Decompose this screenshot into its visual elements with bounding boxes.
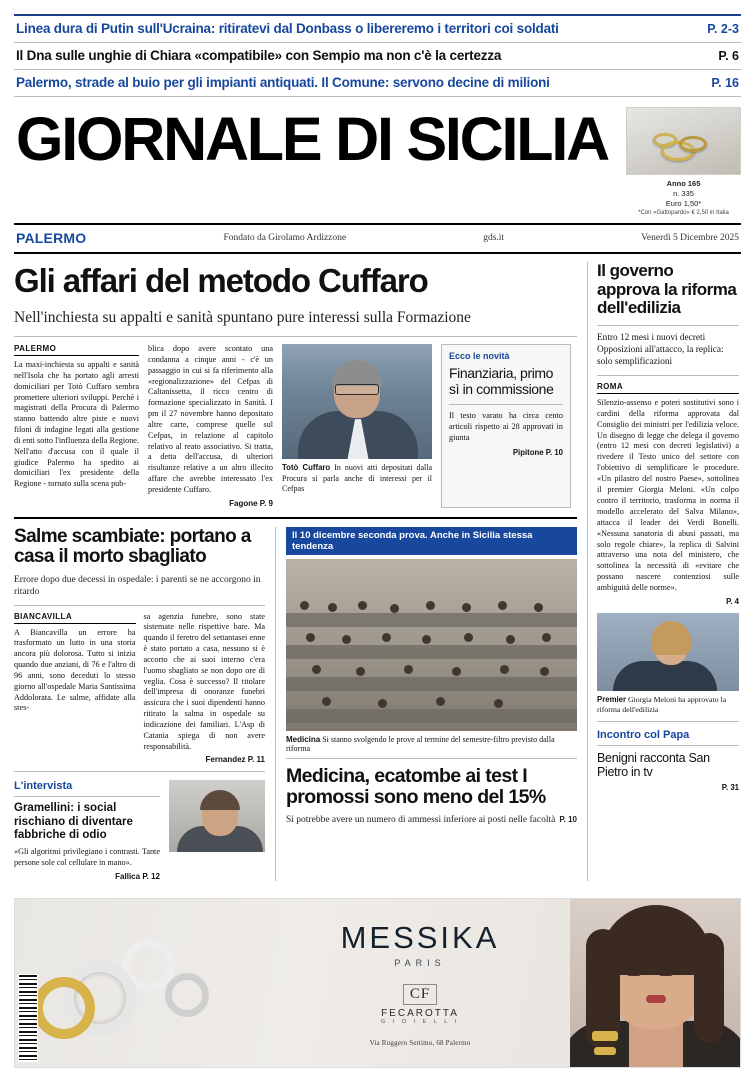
- teaser-item[interactable]: [14, 14, 741, 43]
- novita-byline-name: Pipitone: [512, 448, 544, 458]
- salme-divider: [14, 771, 265, 772]
- governo-page: P. 4: [726, 597, 739, 607]
- medicina-caption-lead: Medicina: [286, 734, 321, 744]
- rings-photo: [626, 107, 741, 175]
- teaser-item[interactable]: [14, 43, 741, 70]
- salme-byline: [144, 755, 266, 764]
- ad-brand-sub: PARIS: [394, 957, 446, 968]
- salme-title: Salme scambiate: portano a casa il morto sbagliato: [14, 525, 251, 567]
- lead-photo-caption: [282, 463, 432, 494]
- ad-jeweler-monogram: CF: [403, 984, 437, 1005]
- section-divider: [14, 517, 577, 519]
- page-title[interactable]: Gli affari del metodo Cuffaro: [14, 262, 428, 300]
- papa-title[interactable]: Benigni racconta San Pietro in tv: [597, 751, 710, 780]
- teaser-strip: [14, 0, 741, 97]
- medicina-title: Medicina, ecatombe ai test I promossi sono meno del 15%: [286, 764, 546, 809]
- meloni-caption-text: Giorgia Meloni ha approvato la riforma dell'edilizia: [597, 695, 727, 715]
- ad-rings-photo: [15, 899, 270, 1067]
- lead-column-2: [148, 344, 273, 508]
- dateline: PALERMO: [14, 344, 139, 356]
- exam-hall-photo: [286, 559, 577, 731]
- lead-body-2: blica dopo avere scontato una condanna a cinque anni - c'è un passaggio in cui si fa riferimento alla «regionalizzazione» del Cefpas di Caltanissetta, il ricco centro di formazione specializzato in Sanità. I pm il 27 novembre hanno depositato altre carte, comprese quelle sul Cefpas, in relazione al capitolo relativo al reato associativo. Si tratta, a detta dell'accusa, di ulteriori risultanze relative a un altro illecito affare che avrebbe interessato l'ex presidente Cuffaro.: [148, 344, 273, 494]
- salme-standfirst: Errore dopo due decessi in ospedale: i parenti se ne accorgono in ritardo: [14, 574, 265, 606]
- intervista-byline: [14, 872, 160, 881]
- ad-jeweler-sub: G I O I E L L I: [380, 1018, 460, 1025]
- lead-article: [14, 344, 577, 508]
- medicina-photo-caption: [286, 735, 577, 759]
- lead-byline-name: Fagone: [229, 498, 258, 508]
- ad-jeweler-name: FECAROTTA: [381, 1007, 459, 1019]
- medicina-subtitle-row: [286, 815, 577, 825]
- novita-kicker: Ecco le novità: [449, 351, 510, 362]
- barcode: [18, 974, 38, 1062]
- masthead-right: [626, 107, 741, 217]
- masthead-meta: [626, 179, 741, 217]
- intervista-quote: «Gli algoritmi privilegiano i contrasti. Tante persone sole col cellulare in mano».: [14, 847, 160, 867]
- masthead-nota: *Con «Gattopardo» € 2,50 in Italia: [638, 210, 729, 217]
- salme-dateline: BIANCAVILLA: [14, 612, 136, 624]
- masthead-numero: n. 335: [673, 189, 694, 199]
- salme-columns: [14, 612, 265, 765]
- bottom-advertisement[interactable]: [14, 898, 741, 1068]
- edition-label: PALERMO: [16, 230, 87, 247]
- lead-photo-caption-name: Totò Cuffaro: [282, 463, 331, 473]
- ad-address: Via Ruggero Settimo, 68 Palermo: [369, 1038, 471, 1047]
- governo-subtitle: Entro 12 mesi i nuovi decreti Opposizioni all'attacco, la replica: solo semplificazioni: [597, 332, 739, 376]
- governo-body: Silenzio-assenso e poteri sostitutivi sono i cardini della riforma approvata dal Consiglio dei ministri per l'edilizia veloce. Un disegno di legge che delega il governo (entro 12 mesi con decreti legislativi) a rivedere il Testo unico del settore con l'obiettivo di semplificare le procedure. «Un pilastro del nostro Paese», sottolinea il premier Giorgia Meloni. «Un colpo contro il territorio, trasforma in norma il modello accelerato del Salva Milano», attacca il leader dei Verdi Bonelli. «Nessuna sanatoria di abusi passati, ma solo regole chiare», la replica di Salvini attraverso una nota del ministero, che sottolinea la necessità di «evitare che possano nascere contenziosi sulle ambiguità delle norme».: [597, 397, 739, 593]
- medicina-caption-text: Si stanno svolgendo le prove al termine del semestre-filtro previsto dalla riforma: [286, 734, 555, 753]
- teaser-page: P. 6: [718, 49, 739, 63]
- middle-section: [14, 527, 577, 881]
- governo-title[interactable]: Il governo approva la riforma dell'edilizia: [597, 262, 739, 325]
- website-label[interactable]: gds.it: [483, 233, 505, 244]
- meloni-caption-name: Premier: [597, 695, 627, 705]
- lead-photo-caption-text: In nuovi atti depositati dalla Procura si parla anche di interessi per il Cefpas: [282, 463, 432, 493]
- teaser-text: Linea dura di Putin sull'Ucraina: ritiratevi dal Donbass o libereremo i territori coi soldati: [16, 21, 559, 36]
- novita-byline-page: P. 10: [545, 448, 563, 458]
- teaser-text: Palermo, strade al buio per gli impianti antiquati. Il Comune: servono decine di milioni: [16, 75, 550, 90]
- lead-column-1: [14, 344, 139, 508]
- lead-subhead: Nell'inchiesta su appalti e sanità spuntano pure interessi sulla Formazione: [14, 309, 577, 337]
- novita-byline: [449, 448, 563, 457]
- intervista-title: Gramellini: i social rischiano di diventare fabbriche di odio: [14, 802, 133, 841]
- salme-article[interactable]: [14, 527, 276, 881]
- newspaper-logo: GIORNALE DI SICILIA: [16, 105, 608, 173]
- issue-date: Venerdì 5 Dicembre 2025: [641, 233, 739, 244]
- salme-column-2: [144, 612, 266, 765]
- intervista-byline-name: Fallica: [115, 871, 141, 881]
- medicina-kicker-bar: Il 10 dicembre seconda prova. Anche in Sicilia stessa tendenza: [286, 527, 577, 555]
- masthead-prezzo: Euro 1,50*: [665, 199, 702, 209]
- salme-column-1: [14, 612, 136, 765]
- teaser-page: P. 16: [711, 76, 739, 90]
- medicina-subtitle: Si potrebbe avere un numero di ammessi inferiore ai posti nelle facoltà: [286, 814, 556, 825]
- meloni-portrait-photo: [597, 613, 739, 691]
- novita-box[interactable]: [441, 344, 571, 508]
- medicina-page: P. 10: [559, 814, 577, 824]
- masthead: [14, 97, 741, 217]
- ad-brand-block: [270, 899, 570, 1067]
- lead-body-1: La maxi-inchiesta su appalti e sanità nell'Isola che ha portato agli arresti domiciliari per Totò Cuffaro sembra promettere ulteriori sviluppi. Perché i magistrati della Procura di Palermo stanno battendo altre piste e nuovi filoni di indagine legati alla gestione di enti sotto l'influenza della Regione. Nell'atto d'accusa con il quale il giudice Palermo ha spedito ai domiciliari l'ex presidente della Regione - tornato sulla scena pub-: [14, 360, 139, 489]
- gramellini-portrait-photo: [169, 780, 265, 852]
- teaser-item[interactable]: [14, 70, 741, 97]
- intervista-text-block: [14, 780, 160, 880]
- teaser-text: Il Dna sulle unghie di Chiara «compatibile» con Sempio ma non c'è la certezza: [16, 48, 502, 63]
- salme-byline-name: Fernandez: [205, 755, 246, 765]
- meloni-photo-caption: [597, 695, 739, 722]
- lead-byline-page: P. 9: [259, 498, 273, 508]
- intervista-byline-page: P. 12: [142, 871, 160, 881]
- main-column: [14, 262, 577, 880]
- salme-body-2: sa agenzia funebre, sono state sistemate nelle rispettive bare. Ma quando il feretro del settantasei enne è stato portato a casa, nessuno si è accorto che ai suoi interno c'era l'uomo sbagliato se non dopo ore di veglia. Cosa è successo? Il titolare dell'impresa di onoranze funebri assicura che i suoi dipendenti hanno ritirato la salma in ospedale su indicazione dei familiari. L'Asp di Catania spiega di non avere responsabilità.: [143, 611, 265, 751]
- papa-kicker: Incontro col Papa: [597, 729, 739, 746]
- founder-line: Fondato da Girolamo Ardizzone: [223, 233, 347, 244]
- papa-page: P. 31: [721, 783, 739, 793]
- intervista-article[interactable]: [14, 780, 265, 880]
- governo-dateline: ROMA: [597, 382, 739, 394]
- medicina-article[interactable]: [286, 527, 577, 881]
- salme-body-1: A Biancavilla un errore ha trasformato un lutto in una storia ancora più dolorosa. Tutto si inizia quando due anziani, di 76 e l'altro di 96 anni, sono deceduti lo stesso giorno all'ospedale Maria Santissima Addolorata. Le salme, affidate alla stes-: [14, 627, 136, 713]
- masthead-anno: Anno 165: [666, 179, 701, 188]
- ad-model-photo: [570, 899, 740, 1067]
- novita-text: Il testo varato ha circa cento articoli rispetto ai 28 approvati in giunta: [449, 411, 563, 443]
- lead-byline: [148, 499, 273, 508]
- salme-byline-page: P. 11: [247, 755, 265, 765]
- ad-jeweler-block: [381, 984, 459, 1025]
- cuffaro-portrait-photo: [282, 344, 432, 459]
- right-column: [587, 262, 739, 880]
- intervista-kicker: L'intervista: [14, 780, 160, 797]
- lead-photo-block: [282, 344, 432, 508]
- masthead-bottom: [14, 225, 741, 254]
- teaser-page: P. 2-3: [707, 22, 739, 36]
- novita-title: Finanziaria, primo sì in commissione: [449, 366, 563, 405]
- ad-brand-name: MESSIKA: [340, 919, 500, 955]
- content-grid: [14, 262, 741, 880]
